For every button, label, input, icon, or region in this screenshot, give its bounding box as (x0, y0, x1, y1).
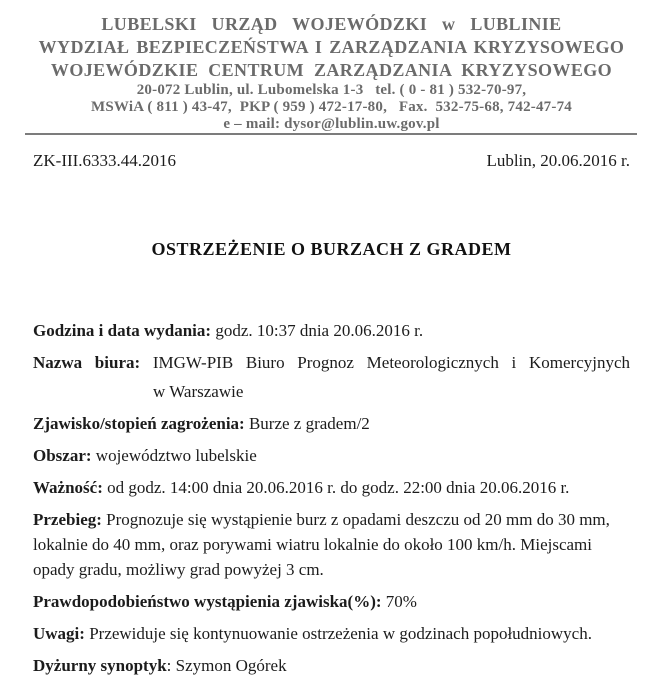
field-area-label: Obszar: (33, 446, 92, 465)
field-validity-label: Ważność: (33, 478, 103, 497)
document-body (33, 318, 630, 678)
field-issue-datetime-value: godz. 10:37 dnia 20.06.2016 r. (215, 321, 424, 340)
field-course-label: Przebieg: (33, 510, 102, 529)
field-issue-datetime (33, 318, 630, 343)
field-validity (33, 475, 630, 500)
field-remarks-label: Uwagi: (33, 624, 85, 643)
field-remarks-value: Przewiduje się kontynuowanie ostrzeżenia w godzinach popołudniowych. (89, 624, 592, 643)
letterhead-address-phone: 20-072 Lublin, ul. Lubomelska 1-3 tel. ( 0 - 81 ) 532-70-97, (136, 82, 527, 98)
field-probability-value: 70% (385, 592, 417, 611)
letterhead (0, 0, 663, 133)
field-course-value: Prognozuje się wystąpienie burz z opadami deszczu od 20 mm do 30 mm, lokalnie do 40 mm, oraz porywami wiatru lokalnie do około 100 km/h. Miejscami opady gradu, możliwy grad powyżej 3 cm. (33, 510, 610, 579)
field-duty-forecaster-value: : Szymon Ogórek (166, 656, 287, 675)
letterhead-center: WOJEWÓDZKIE CENTRUM ZARZĄDZANIA KRYZYSOWEGO (50, 60, 613, 80)
reference-row (33, 150, 630, 172)
field-area (33, 443, 630, 468)
field-phenomenon (33, 411, 630, 436)
field-phenomenon-label: Zjawisko/stopień zagrożenia: (33, 414, 245, 433)
letterhead-phone-fax: MSWiA ( 811 ) 43-47, PKP ( 959 ) 472-17-80, Fax. 532-75-68, 742-47-74 (91, 99, 572, 115)
field-office-name-value-line2: w Warszawie (153, 382, 244, 401)
letterhead-department: WYDZIAŁ BEZPIECZEŃSTWA I ZARZĄDZANIA KRYZYSOWEGO (38, 37, 625, 57)
reference-number: ZK-III.6333.44.2016 (33, 151, 177, 170)
field-office-name-value: IMGW-PIB Biuro Prognoz Meteorologicznych i Komercyjnych (152, 353, 631, 372)
field-office-name (33, 350, 630, 375)
field-duty-forecaster-label: Dyżurny synoptyk (33, 656, 167, 675)
field-issue-datetime-label: Godzina i data wydania: (33, 321, 212, 340)
place-and-date: Lublin, 20.06.2016 r. (486, 151, 630, 170)
field-remarks (33, 621, 630, 646)
field-duty-forecaster (33, 653, 630, 678)
letterhead-divider (25, 133, 637, 135)
document-title: OSTRZEŻENIE O BURZACH Z GRADEM (151, 239, 512, 259)
field-validity-value: od godz. 14:00 dnia 20.06.2016 r. do godz. 22:00 dnia 20.06.2016 r. (107, 478, 570, 497)
letterhead-email: e – mail: dysor@lublin.uw.gov.pl (223, 116, 440, 132)
field-course (33, 507, 630, 582)
field-phenomenon-value: Burze z gradem/2 (248, 414, 370, 433)
field-area-value: województwo lubelskie (95, 446, 257, 465)
field-probability-label: Prawdopodobieństwo wystąpienia zjawiska(%): (33, 592, 382, 611)
field-probability (33, 589, 630, 614)
field-office-name-label: Nazwa biura: (33, 353, 141, 372)
letterhead-org-name: LUBELSKI URZĄD WOJEWÓDZKI w LUBLINIE (101, 14, 562, 34)
